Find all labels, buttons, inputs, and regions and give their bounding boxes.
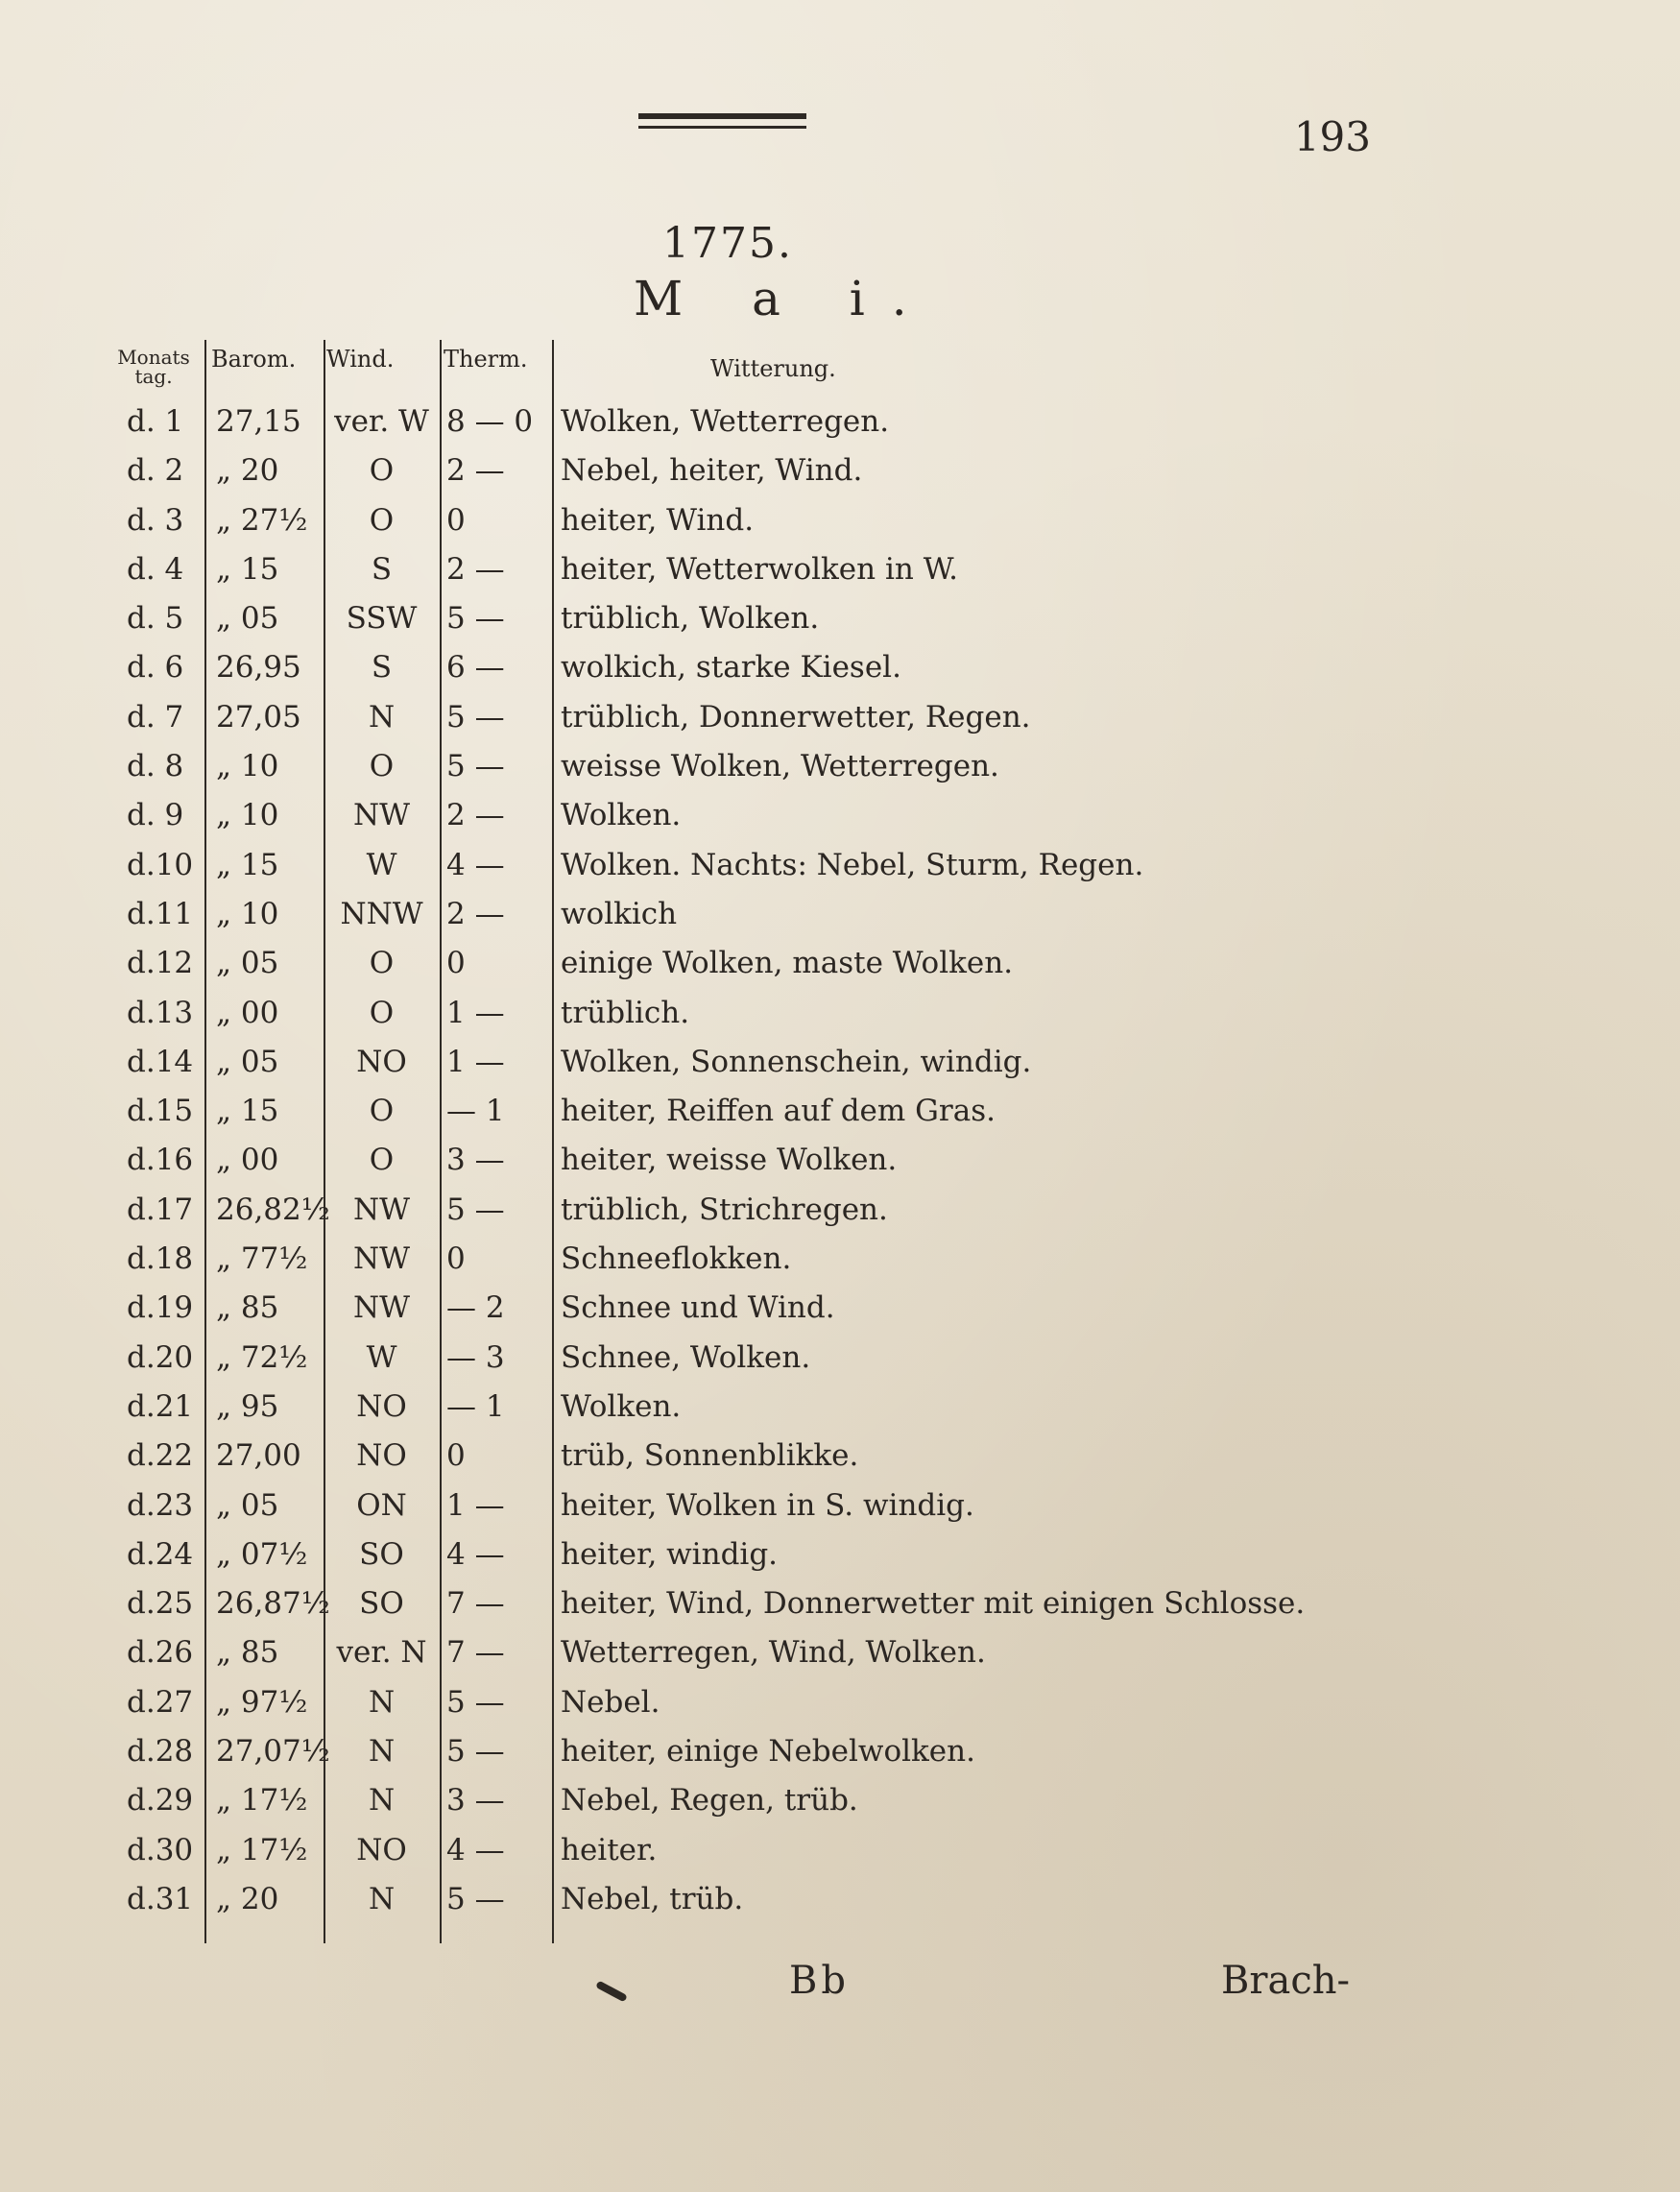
cell-therm: 2 — xyxy=(446,798,505,833)
cell-wind: ON xyxy=(356,1487,407,1523)
cell-therm: 1 — xyxy=(446,995,505,1030)
cell-day: d.25 xyxy=(127,1586,194,1622)
cell-barom: „ 05 xyxy=(216,946,279,981)
cell-therm: 4 — xyxy=(446,1832,505,1867)
cell-day: d.26 xyxy=(127,1635,194,1671)
table-row xyxy=(0,1334,1680,1383)
cell-barom: 26,87½ xyxy=(216,1586,330,1622)
cell-wind: W xyxy=(366,847,397,882)
cell-weather: Nebel, Regen, trüb. xyxy=(561,1783,858,1819)
cell-wind: NW xyxy=(353,1192,410,1227)
cell-wind: NNW xyxy=(340,896,423,931)
cell-wind: O xyxy=(369,453,395,489)
cell-therm: 0 xyxy=(446,1438,466,1474)
cell-therm: 4 — xyxy=(446,847,505,882)
cell-therm: — 2 xyxy=(446,1290,505,1326)
cell-wind: N xyxy=(368,1881,396,1916)
cell-therm: 0 xyxy=(446,502,466,538)
cell-weather: heiter, weisse Wolken. xyxy=(561,1143,898,1178)
table-row xyxy=(0,989,1680,1038)
cell-barom: 27,15 xyxy=(216,404,301,439)
cell-day: d.15 xyxy=(127,1094,194,1129)
table-row xyxy=(0,1383,1680,1432)
cell-weather: Wolken. Nachts: Nebel, Sturm, Regen. xyxy=(561,847,1144,882)
cell-weather: Wolken. xyxy=(561,1388,682,1424)
cell-weather: Nebel, trüb. xyxy=(561,1881,744,1916)
cell-weather: trüb, Sonnenblikke. xyxy=(561,1438,859,1474)
cell-day: d. 6 xyxy=(127,650,184,686)
cell-weather: heiter, Wolken in S. windig. xyxy=(561,1487,974,1523)
table-row xyxy=(0,742,1680,791)
cell-weather: heiter, Wind, Donnerwetter mit einigen Schlosse. xyxy=(561,1586,1306,1622)
header-weather: Witterung. xyxy=(710,355,836,382)
cell-day: d. 9 xyxy=(127,798,184,833)
cell-wind: ver. N xyxy=(336,1635,427,1671)
cell-wind: SO xyxy=(359,1536,404,1572)
table-row xyxy=(0,496,1680,545)
cell-therm: 1 — xyxy=(446,1487,505,1523)
table-row xyxy=(0,594,1680,643)
header-barom: Barom. xyxy=(211,346,297,373)
cell-day: d.18 xyxy=(127,1241,194,1277)
table-row xyxy=(0,693,1680,742)
cell-barom: 27,05 xyxy=(216,699,301,735)
weather-table xyxy=(0,397,1680,1924)
cell-therm: 7 — xyxy=(446,1635,505,1671)
cell-day: d. 5 xyxy=(127,601,184,637)
cell-therm: 5 — xyxy=(446,699,505,735)
cell-therm: 4 — xyxy=(446,1536,505,1572)
cell-barom: „ 05 xyxy=(216,1487,279,1523)
cell-wind: SSW xyxy=(346,601,418,637)
table-row xyxy=(0,939,1680,988)
cell-weather: Wolken, Wetterregen. xyxy=(561,404,890,439)
cell-barom: „ 00 xyxy=(216,1143,279,1178)
top-rule xyxy=(638,113,806,129)
cell-weather: Schneeflokken. xyxy=(561,1241,792,1277)
cell-day: d.29 xyxy=(127,1783,194,1819)
cell-wind: SO xyxy=(359,1586,404,1622)
cell-day: d. 8 xyxy=(127,749,184,784)
table-row xyxy=(0,1235,1680,1284)
table-row xyxy=(0,1579,1680,1628)
cell-day: d.22 xyxy=(127,1438,194,1474)
page-number: 193 xyxy=(1293,113,1371,160)
cell-barom: 26,95 xyxy=(216,650,301,686)
cell-day: d. 1 xyxy=(127,404,184,439)
cell-barom: „ 85 xyxy=(216,1635,279,1671)
cell-therm: 2 — xyxy=(446,551,505,587)
cell-barom: „ 97½ xyxy=(216,1684,308,1720)
cell-barom: „ 20 xyxy=(216,1881,279,1916)
cell-day: d. 7 xyxy=(127,699,184,735)
cell-barom: „ 10 xyxy=(216,749,279,784)
cell-weather: weisse Wolken, Wetterregen. xyxy=(561,749,999,784)
cell-therm: 5 — xyxy=(446,1684,505,1720)
cell-day: d.17 xyxy=(127,1192,194,1227)
table-row xyxy=(0,1284,1680,1333)
cell-wind: O xyxy=(369,1094,395,1129)
cell-day: d. 4 xyxy=(127,551,184,587)
cell-barom: „ 77½ xyxy=(216,1241,308,1277)
cell-wind: N xyxy=(368,1734,396,1770)
cell-weather: heiter, Wind. xyxy=(561,502,755,538)
cell-therm: 0 xyxy=(446,946,466,981)
ink-smudge xyxy=(595,1980,628,2002)
cell-day: d.21 xyxy=(127,1388,194,1424)
table-row xyxy=(0,446,1680,495)
cell-barom: „ 05 xyxy=(216,601,279,637)
cell-barom: „ 15 xyxy=(216,847,279,882)
cell-weather: heiter, einige Nebelwolken. xyxy=(561,1734,975,1770)
cell-therm: — 1 xyxy=(446,1388,505,1424)
cell-weather: trüblich, Wolken. xyxy=(561,601,820,637)
cell-wind: O xyxy=(369,995,395,1030)
cell-weather: heiter. xyxy=(561,1832,658,1867)
table-row xyxy=(0,545,1680,594)
cell-wind: N xyxy=(368,699,396,735)
cell-therm: 1 — xyxy=(446,1044,505,1079)
cell-wind: NO xyxy=(356,1388,407,1424)
cell-day: d.24 xyxy=(127,1536,194,1572)
table-row xyxy=(0,1776,1680,1825)
cell-day: d. 3 xyxy=(127,502,184,538)
cell-barom: „ 05 xyxy=(216,1044,279,1079)
header-wind: Wind. xyxy=(326,346,395,373)
cell-day: d.12 xyxy=(127,946,194,981)
cell-wind: S xyxy=(371,551,393,587)
cell-barom: „ 27½ xyxy=(216,502,308,538)
table-row xyxy=(0,1530,1680,1579)
table-row xyxy=(0,841,1680,890)
table-row xyxy=(0,1087,1680,1136)
cell-therm: 7 — xyxy=(446,1586,505,1622)
cell-wind: O xyxy=(369,502,395,538)
cell-wind: NO xyxy=(356,1044,407,1079)
cell-therm: 6 — xyxy=(446,650,505,686)
cell-day: d.23 xyxy=(127,1487,194,1523)
cell-day: d.11 xyxy=(127,896,194,931)
cell-barom: „ 85 xyxy=(216,1290,279,1326)
header-day: Monats tag. xyxy=(117,346,190,388)
cell-weather: trüblich, Donnerwetter, Regen. xyxy=(561,699,1031,735)
cell-weather: Wolken, Sonnenschein, windig. xyxy=(561,1044,1032,1079)
cell-therm: 5 — xyxy=(446,749,505,784)
cell-day: d.13 xyxy=(127,995,194,1030)
cell-barom: „ 07½ xyxy=(216,1536,308,1572)
cell-day: d.14 xyxy=(127,1044,194,1079)
cell-day: d.16 xyxy=(127,1143,194,1178)
cell-wind: W xyxy=(366,1339,397,1375)
cell-wind: ver. W xyxy=(334,404,429,439)
cell-barom: „ 10 xyxy=(216,798,279,833)
cell-therm: 5 — xyxy=(446,1192,505,1227)
table-row xyxy=(0,1678,1680,1727)
cell-weather: heiter, Wetterwolken in W. xyxy=(561,551,959,587)
cell-therm: — 1 xyxy=(446,1094,505,1129)
cell-therm: 5 — xyxy=(446,601,505,637)
cell-barom: 27,00 xyxy=(216,1438,301,1474)
table-row xyxy=(0,1628,1680,1677)
cell-day: d.19 xyxy=(127,1290,194,1326)
table-row xyxy=(0,397,1680,446)
cell-wind: O xyxy=(369,1143,395,1178)
cell-barom: „ 17½ xyxy=(216,1783,308,1819)
table-row xyxy=(0,1727,1680,1776)
catchword: Brach- xyxy=(1221,1959,1351,2003)
table-row xyxy=(0,1136,1680,1185)
table-row xyxy=(0,1186,1680,1235)
cell-weather: heiter, Reiffen auf dem Gras. xyxy=(561,1094,996,1129)
signature-mark: Bb xyxy=(789,1959,850,2003)
cell-wind: NO xyxy=(356,1832,407,1867)
cell-barom: 27,07½ xyxy=(216,1734,330,1770)
cell-day: d.28 xyxy=(127,1734,194,1770)
table-row xyxy=(0,890,1680,939)
cell-barom: 26,82½ xyxy=(216,1192,330,1227)
cell-weather: trüblich. xyxy=(561,995,690,1030)
cell-barom: „ 10 xyxy=(216,896,279,931)
cell-weather: wolkich xyxy=(561,896,678,931)
table-row xyxy=(0,1875,1680,1924)
cell-wind: NO xyxy=(356,1438,407,1474)
cell-weather: Nebel. xyxy=(561,1684,660,1720)
cell-weather: Schnee, Wolken. xyxy=(561,1339,811,1375)
table-row xyxy=(0,1481,1680,1530)
cell-day: d.31 xyxy=(127,1881,194,1916)
cell-therm: 0 xyxy=(446,1241,466,1277)
cell-weather: heiter, windig. xyxy=(561,1536,779,1572)
cell-therm: 5 — xyxy=(446,1734,505,1770)
table-row xyxy=(0,1432,1680,1481)
cell-barom: „ 17½ xyxy=(216,1832,308,1867)
cell-day: d.30 xyxy=(127,1832,194,1867)
cell-therm: — 3 xyxy=(446,1339,505,1375)
header-therm: Therm. xyxy=(444,346,528,373)
cell-barom: „ 15 xyxy=(216,551,279,587)
cell-barom: „ 72½ xyxy=(216,1339,308,1375)
cell-day: d.20 xyxy=(127,1339,194,1375)
cell-wind: O xyxy=(369,749,395,784)
cell-therm: 3 — xyxy=(446,1143,505,1178)
cell-wind: N xyxy=(368,1684,396,1720)
cell-weather: einige Wolken, maste Wolken. xyxy=(561,946,1014,981)
table-row xyxy=(0,643,1680,692)
cell-weather: Nebel, heiter, Wind. xyxy=(561,453,863,489)
table-row xyxy=(0,791,1680,840)
cell-barom: „ 00 xyxy=(216,995,279,1030)
year-heading: 1775. xyxy=(662,219,793,268)
cell-weather: Wolken. xyxy=(561,798,682,833)
cell-weather: Wetterregen, Wind, Wolken. xyxy=(561,1635,986,1671)
table-row xyxy=(0,1038,1680,1087)
cell-wind: O xyxy=(369,946,395,981)
cell-wind: NW xyxy=(353,1241,410,1277)
cell-day: d.27 xyxy=(127,1684,194,1720)
cell-wind: NW xyxy=(353,798,410,833)
month-heading: M a i. xyxy=(634,271,934,326)
cell-barom: „ 20 xyxy=(216,453,279,489)
cell-therm: 5 — xyxy=(446,1881,505,1916)
cell-day: d. 2 xyxy=(127,453,184,489)
cell-wind: NW xyxy=(353,1290,410,1326)
cell-therm: 2 — xyxy=(446,453,505,489)
cell-weather: wolkich, starke Kiesel. xyxy=(561,650,901,686)
cell-weather: trüblich, Strichregen. xyxy=(561,1192,888,1227)
cell-day: d.10 xyxy=(127,847,194,882)
cell-barom: „ 15 xyxy=(216,1094,279,1129)
cell-barom: „ 95 xyxy=(216,1388,279,1424)
cell-therm: 2 — xyxy=(446,896,505,931)
cell-weather: Schnee und Wind. xyxy=(561,1290,835,1326)
cell-therm: 3 — xyxy=(446,1783,505,1819)
table-row xyxy=(0,1826,1680,1875)
cell-wind: S xyxy=(371,650,393,686)
cell-therm: 8 — 0 xyxy=(446,404,534,439)
cell-wind: N xyxy=(368,1783,396,1819)
